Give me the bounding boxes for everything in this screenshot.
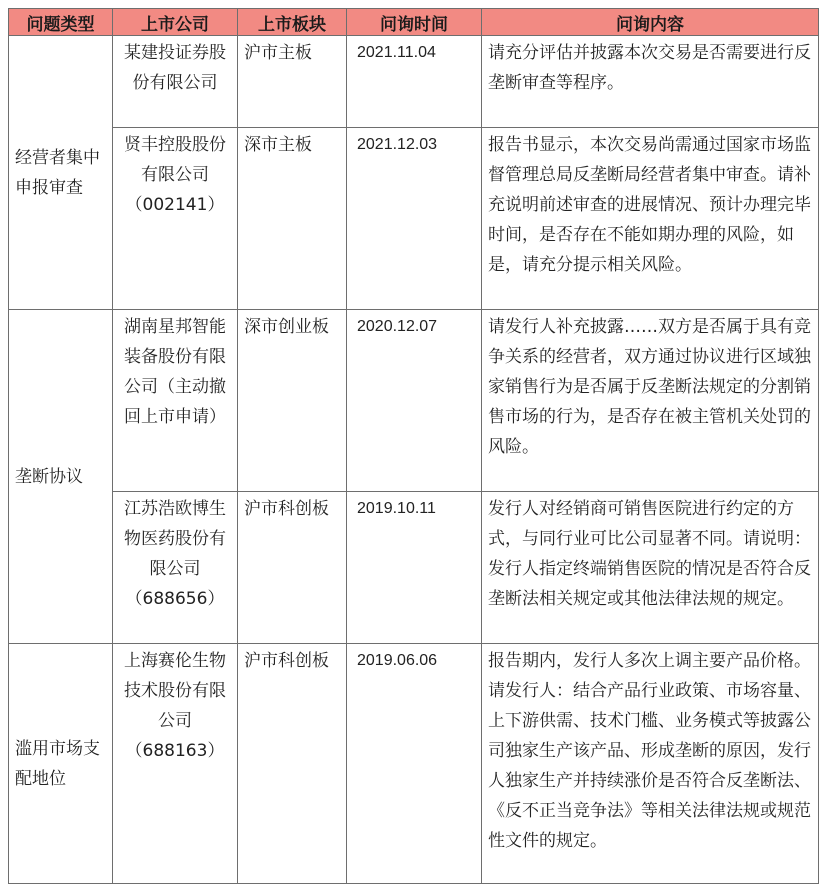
category-cell: 经营者集中申报审查	[9, 36, 113, 310]
date-cell: 2019.06.06	[347, 644, 482, 884]
board-cell: 深市创业板	[238, 310, 347, 492]
company-cell: 贤丰控股股份有限公司（002141）	[113, 128, 238, 310]
company-cell: 江苏浩欧博生物医药股份有限公司（688656）	[113, 492, 238, 644]
header-content: 问询内容	[482, 9, 819, 36]
table-row	[9, 36, 819, 128]
date-cell: 2019.10.11	[347, 492, 482, 644]
inquiry-table	[8, 8, 819, 884]
company-cell: 湖南星邦智能装备股份有限公司（主动撤回上市申请）	[113, 310, 238, 492]
company-cell: 上海赛伦生物技术股份有限公司（688163）	[113, 644, 238, 884]
date-cell: 2021.12.03	[347, 128, 482, 310]
table-row	[9, 310, 819, 492]
header-company: 上市公司	[113, 9, 238, 36]
content-cell: 报告期内，发行人多次上调主要产品价格。请发行人：结合产品行业政策、市场容量、上下游供需、技术门槛、业务模式等披露公司独家生产该产品、形成垄断的原因，发行人独家生产并持续涨价是否符合反垄断法、《反不正当竞争法》等相关法律法规或规范性文件的规定。	[482, 644, 819, 884]
header-row	[9, 9, 819, 36]
board-cell: 沪市科创板	[238, 644, 347, 884]
date-cell: 2021.11.04	[347, 36, 482, 128]
content-cell: 发行人对经销商可销售医院进行约定的方式，与同行业可比公司显著不同。请说明：发行人指定终端销售医院的情况是否符合反垄断法相关规定或其他法律法规的规定。	[482, 492, 819, 644]
header-date: 问询时间	[347, 9, 482, 36]
category-cell: 垄断协议	[9, 310, 113, 644]
table-row	[9, 128, 819, 310]
content-cell: 请发行人补充披露……双方是否属于具有竞争关系的经营者，双方通过协议进行区域独家销售行为是否属于反垄断法规定的分割销售市场的行为，是否存在被主管机关处罚的风险。	[482, 310, 819, 492]
content-cell: 报告书显示，本次交易尚需通过国家市场监督管理总局反垄断局经营者集中审查。请补充说明前述审查的进展情况、预计办理完毕时间，是否存在不能如期办理的风险，如是，请充分提示相关风险。	[482, 128, 819, 310]
content-cell: 请充分评估并披露本次交易是否需要进行反垄断审查等程序。	[482, 36, 819, 128]
table-row	[9, 644, 819, 884]
board-cell: 深市主板	[238, 128, 347, 310]
table-row	[9, 492, 819, 644]
company-cell: 某建投证券股份有限公司	[113, 36, 238, 128]
board-cell: 沪市主板	[238, 36, 347, 128]
header-issue-type: 问题类型	[9, 9, 113, 36]
header-board: 上市板块	[238, 9, 347, 36]
date-cell: 2020.12.07	[347, 310, 482, 492]
category-cell: 滥用市场支配地位	[9, 644, 113, 884]
board-cell: 沪市科创板	[238, 492, 347, 644]
